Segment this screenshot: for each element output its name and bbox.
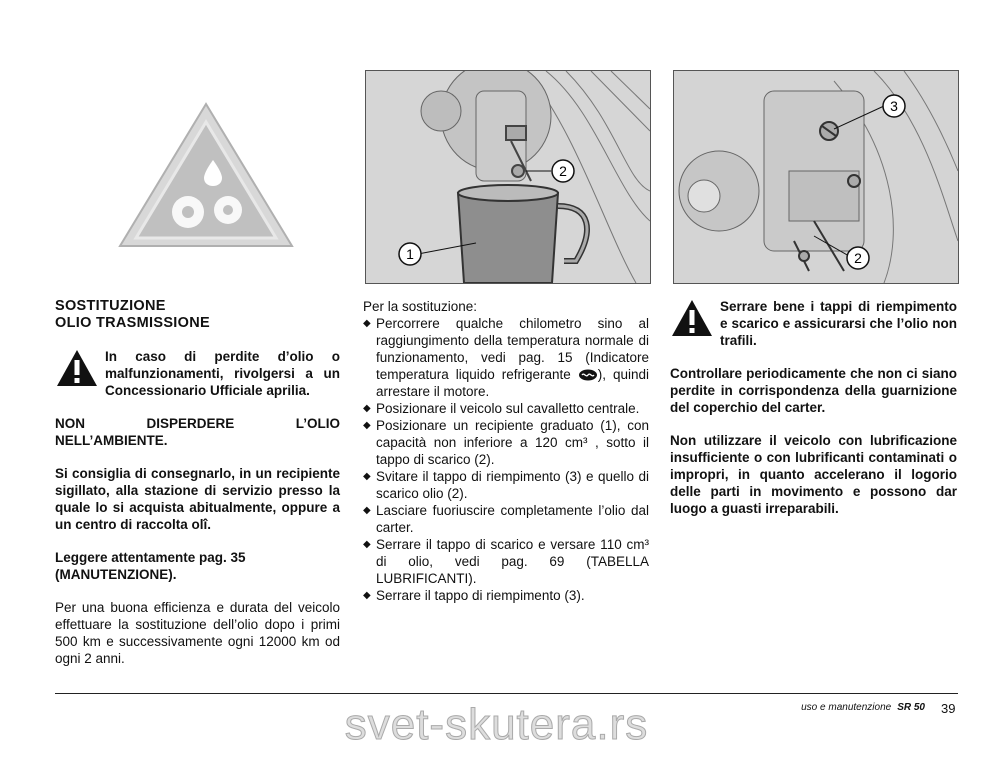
- lubrication-warning: Non utilizzare il veicolo con lubrificazione insufficiente o con lubrificanti contaminati o impropri, in quanto accelerano il logorio delle parti in movimento e possono dar luogo a guasti irreparabili.: [670, 433, 957, 516]
- list-item: ◆ Posizionare il veicolo sul cavalletto centrale.: [363, 400, 649, 417]
- list-item: ◆ Posizionare un recipiente graduato (1), con capacità non inferiore a 120 cm³ , sotto il tappo di scarico (2).: [363, 417, 649, 468]
- list-item: ◆ Serrare il tappo di riempimento (3).: [363, 587, 649, 604]
- page-number: 39: [941, 701, 956, 716]
- manual-title: uso e manutenzione: [801, 702, 892, 713]
- warning-icon: [55, 348, 99, 388]
- no-dispose-notice: NON DISPERDERE L’OLIO NELL’AMBIENTE.: [55, 416, 340, 448]
- list-item: ◆ Svitare il tappo di riempimento (3) e quello di scarico olio (2).: [363, 468, 649, 502]
- figure1-label-2: 2: [559, 163, 567, 179]
- oil-hazard-triangle-icon: [116, 100, 296, 250]
- warning-text: In caso di perdite d’olio o malfunzionamenti, rivolgersi a un Concessionario Ufficiale: [105, 349, 340, 398]
- section-title-line1: SOSTITUZIONE: [55, 298, 166, 314]
- figure-fill-drain-plugs: [673, 70, 959, 284]
- warning-icon: [670, 298, 714, 338]
- warning-block: [55, 348, 340, 399]
- read-page-notice: Leggere attentamente pag. 35 (MANUTENZIONE).: [55, 550, 246, 582]
- figure-drain-container: [365, 70, 651, 284]
- warning-text-end: .: [306, 383, 310, 398]
- warning-text: Serrare bene i tappi di riempimento e scarico e assicurarsi che l’olio non trafili.: [720, 299, 957, 348]
- watermark: svet-skutera.rs: [344, 700, 649, 749]
- steps-list: [363, 315, 649, 604]
- figure1-label-1: 1: [406, 246, 414, 262]
- footer-divider: [55, 693, 958, 694]
- section-title-line2: OLIO TRASMISSIONE: [55, 315, 210, 331]
- check-leaks-paragraph: Controllare periodicamente che non ci siano perdite in corrispondenza della guarnizione del coperchio del carter.: [670, 366, 957, 415]
- brand-name: aprilia: [266, 383, 307, 398]
- recycle-advice: Si consiglia di consegnarlo, in un recipiente sigillato, alla stazione di servizio presso la quale lo si acquista abitualmente, oppure a un centro di raccolta olî.: [55, 466, 340, 532]
- warning-block: [670, 298, 957, 349]
- column-middle: [363, 298, 649, 604]
- column-left: [55, 298, 340, 667]
- column-right: [670, 298, 957, 517]
- list-item: ◆ Lasciare fuoriuscire completamente l’olio dal carter.: [363, 502, 649, 536]
- steps-intro: Per la sostituzione:: [363, 299, 478, 314]
- model-name: SR 50: [897, 702, 925, 713]
- interval-paragraph: Per una buona efficienza e durata del veicolo effettuare la sostituzione dell’olio dopo i primi 500 km e successivamente ogni 12000 km od ogni 2 anni.: [55, 600, 340, 666]
- section-title: [55, 298, 340, 332]
- figure2-label-2: 2: [854, 250, 862, 266]
- figure2-label-3: 3: [890, 98, 898, 114]
- coolant-temperature-icon: [578, 369, 598, 381]
- list-item: ◆ Serrare il tappo di scarico e versare 110 cm³ di olio, vedi pag. 69 (TABELLA LUBRIFICANTI).: [363, 536, 649, 587]
- list-item: ◆ Percorrere qualche chilometro sino al raggiungimento della temperatura normale di funzionamento, vedi pag. 15 (Indicatore temperatura liquido refrigerante ), quindi arrestare il motore.: [363, 315, 649, 400]
